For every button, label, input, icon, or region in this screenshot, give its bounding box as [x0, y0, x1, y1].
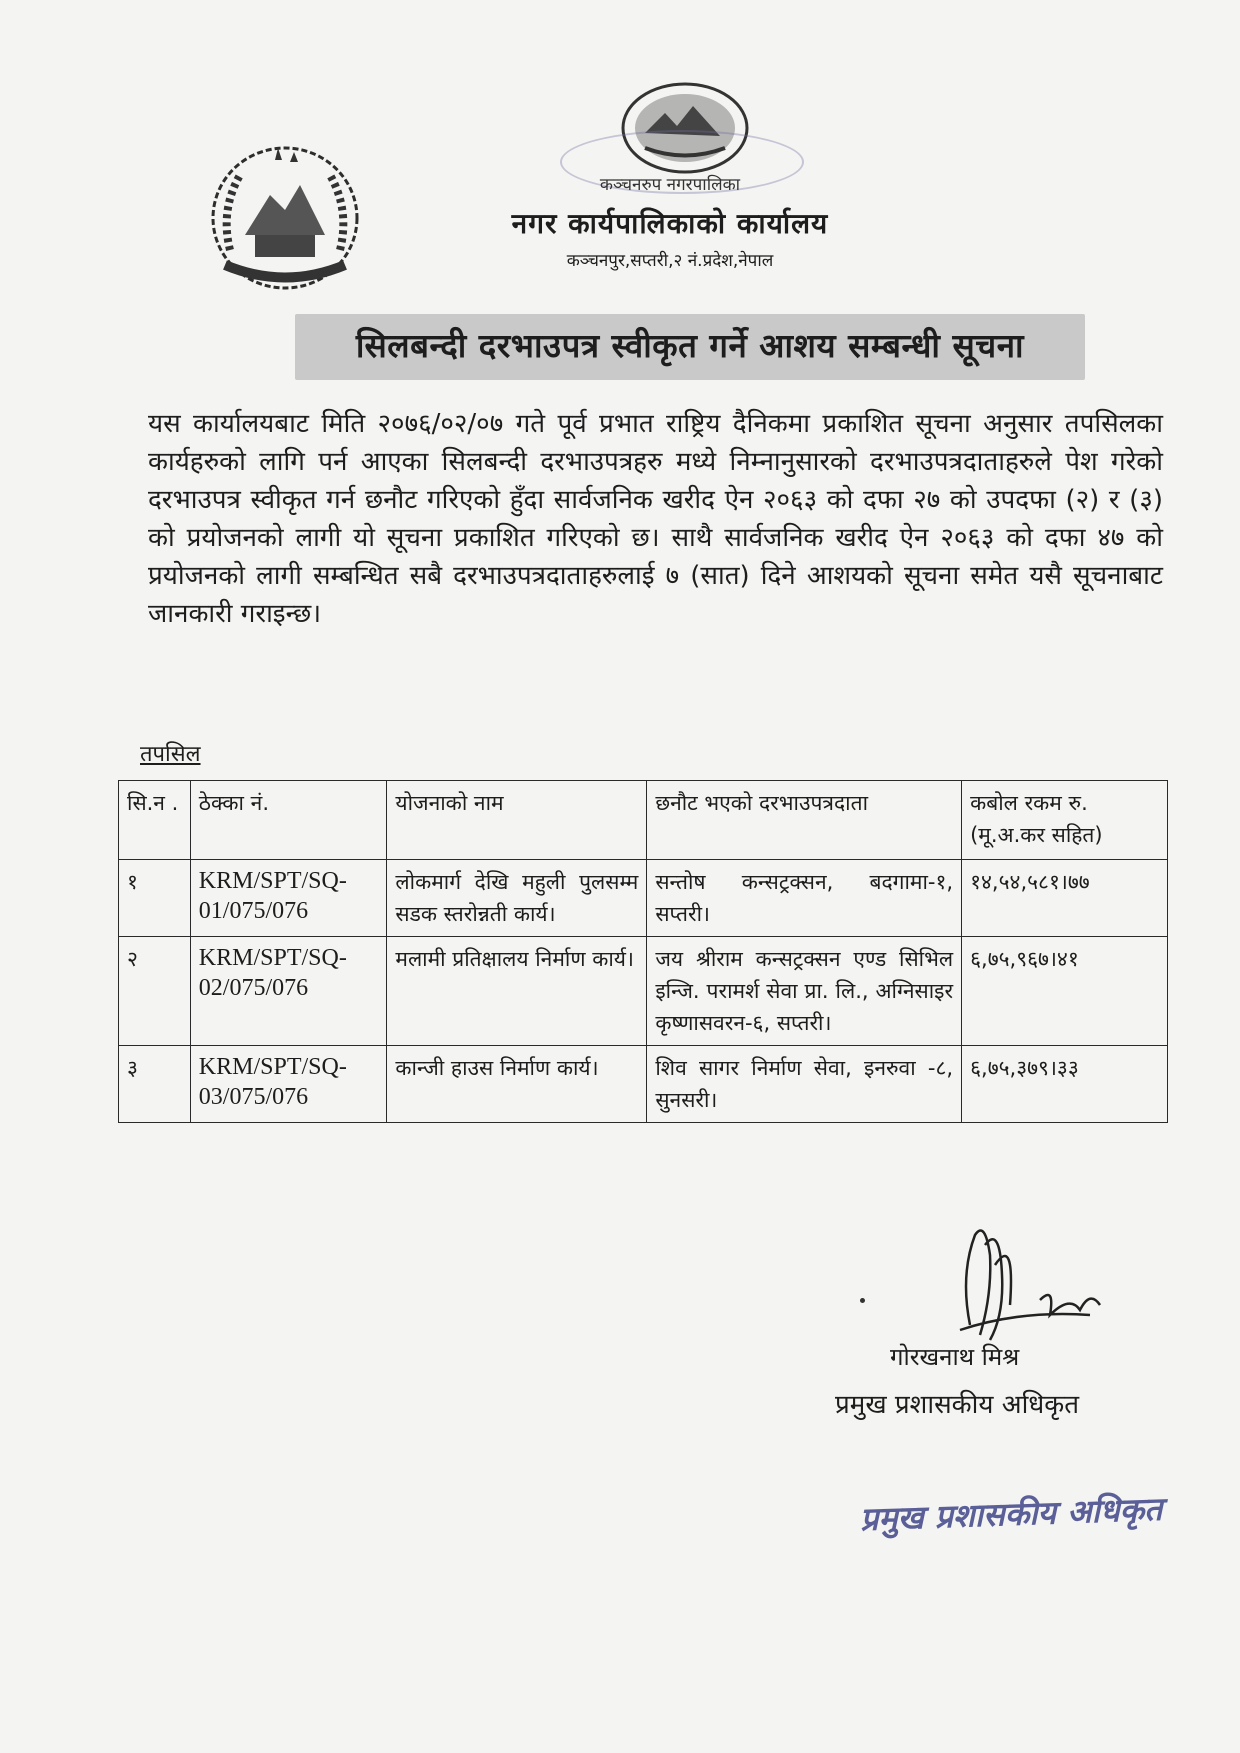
cell-project: मलामी प्रतिक्षालय निर्माण कार्य।: [387, 937, 647, 1046]
cell-amount: १४,५४,५८१।७७: [962, 860, 1168, 937]
cell-bidder: सन्तोष कन्सट्रक्सन, बदगामा-१, सप्तरी।: [647, 860, 962, 937]
table-header-row: [119, 781, 1168, 860]
header-bidder: छनौट भएको दरभाउपत्रदाता: [647, 781, 962, 860]
signatory-name: गोरखनाथ मिश्र: [890, 1343, 1020, 1371]
header-sn: सि.न .: [119, 781, 191, 860]
header-project: योजनाको नाम: [387, 781, 647, 860]
cell-sn: २: [119, 937, 191, 1046]
header-amount: कबोल रकम रु. (मू.अ.कर सहित): [962, 781, 1168, 860]
schedule-label: तपसिल: [140, 742, 201, 767]
cell-amount: ६,७५,९६७।४१: [962, 937, 1168, 1046]
cell-sn: ३: [119, 1046, 191, 1123]
cell-amount: ६,७५,३७९।३३: [962, 1046, 1168, 1123]
bid-table: [118, 780, 1168, 1123]
cell-sn: १: [119, 860, 191, 937]
table-row: [119, 937, 1168, 1046]
handwritten-signature: [930, 1215, 1120, 1355]
cell-project: लोकमार्ग देखि महुली पुलसम्म सडक स्तरोन्नती कार्य।: [387, 860, 647, 937]
header-contract: ठेक्का नं.: [190, 781, 387, 860]
ink-dot: [860, 1298, 865, 1303]
notice-title: सिलबन्दी दरभाउपत्र स्वीकृत गर्ने आशय सम्बन्धी सूचना: [355, 326, 1025, 365]
office-address: कञ्चनपुर,सप्तरी,२ नं.प्रदेश,नेपाल: [566, 251, 774, 271]
cell-contract: KRM/SPT/SQ-01/075/076: [190, 860, 387, 937]
cell-project: कान्जी हाउस निर्माण कार्य।: [387, 1046, 647, 1123]
municipality-name: कञ्चनरुप नगरपालिका: [599, 175, 741, 195]
designation-stamp: प्रमुख प्रशासकीय अधिकृत: [859, 1489, 1163, 1539]
nepal-emblem-icon: [200, 140, 370, 295]
table-row: [119, 1046, 1168, 1123]
notice-paragraph: यस कार्यालयबाट मिति २०७६/०२/०७ गते पूर्व प्रभात राष्ट्रिय दैनिकमा प्रकाशित सूचना अनुसार तपसिलका कार्यहरुको लागि पर्न आएका सिलबन्दी दरभाउपत्रहरु मध्ये निम्नानुसारको दरभाउपत्रदाताहरुले पेश गरेको दरभाउपत्र स्वीकृत गर्न छनौट गरिएको हुँदा सार्वजनिक खरीद ऐन २०६३ को दफा २७ को उपदफा (२) र (३) को प्रयोजनको लागी यो सूचना प्रकाशित गरिएको छ। साथै सार्वजनिक खरीद ऐन २०६३ को दफा ४७ को प्रयोजनको लागी सम्बन्धित सबै दरभाउपत्रदाताहरुलाई ७ (सात) दिने आशयको सूचना समेत यसै सूचनाबाट जानकारी गराइन्छ।: [148, 409, 1163, 629]
cell-bidder: जय श्रीराम कन्सट्रक्सन एण्ड सिभिल इन्जि. परामर्श सेवा प्रा. लि., अग्निसाइर कृष्णासवरन-६, सप्तरी।: [647, 937, 962, 1046]
cell-contract: KRM/SPT/SQ-02/075/076: [190, 937, 387, 1046]
cell-contract: KRM/SPT/SQ-03/075/076: [190, 1046, 387, 1123]
cell-bidder: शिव सागर निर्माण सेवा, इनरुवा -८, सुनसरी।: [647, 1046, 962, 1123]
signatory-designation: प्रमुख प्रशासकीय अधिकृत: [835, 1390, 1080, 1420]
office-name: नगर कार्यपालिकाको कार्यालय: [511, 207, 829, 240]
table-row: [119, 860, 1168, 937]
